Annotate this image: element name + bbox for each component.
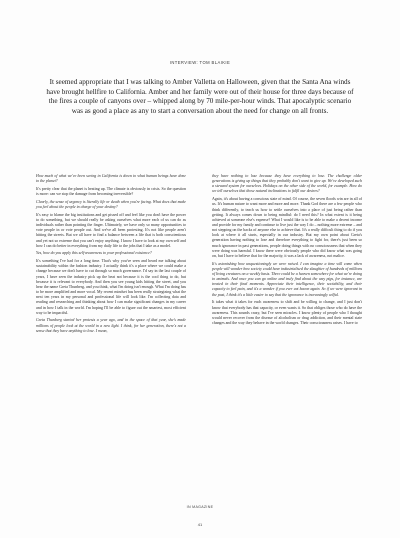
- answer-paragraph: It takes what it takes for each awareness to shift and be willing to change, and I just don't know that everybody has that capacity, or even wants it. So that obliges those who do have the awareness. This sounds crazy, but I've seen miracles. I know plenty of people who I thought would never recover from the disease of alcoholism or drug addiction, and their mental state changes and the way they behave in the world changes. Their consciousness raises. I have to: [212, 299, 362, 325]
- answer-paragraph: It's easy to blame the big institutions and get pissed off and feel like you don't have the power to do something, but we should really be asking ourselves what more each of us can do as individuals rather than pointing the finger. Ultimately, we have only so many opportunities to vote people in or vote people out. And we've all been protesting. It's not like people aren't hitting the streets. But we all have to find a balance between a life that is both conscientious and yet not so extreme that you can't enjoy anything. I know I have to look at my own self and how I can do better in everything from my daily life to the jobs that I take as a model.: [36, 211, 186, 248]
- interview-kicker: INTERVIEW: TOM BLAIKIE: [169, 60, 231, 65]
- answer-paragraph: It's pretty clear that the planet is heating up. The climate is obviously in crisis. So the question is more: can we stop the damage from becoming irreversible?: [36, 185, 186, 197]
- question-paragraph: It's astonishing how unquestioningly we were raised. I can imagine a time will come when people will wonder how society could have industrialised the slaughter of hundreds of millions of living creatures on a weekly basis. There could be a heaven somewhere for what we're doing to animals. And once you can go online and truly find about the way pigs, for instance, are treated in their final moments. Appreciate their intelligence, their sociability, and their capacity to feel pain, and it's a wonder if you ever eat bacon again. So if we were ignorant in the past, I think it's a little easier to say that the ignorance is increasingly wilful.: [212, 260, 362, 297]
- question-paragraph: Greta Thunberg started her protests a year ago, and in the space of that year, she's made millions of people look at the world in a new light. I think, for her generation, there's not a sense that they have anything to lose. I mean,: [36, 317, 186, 333]
- answer-paragraph: It's something I've had for a long time. That's why you've seen and heard me talking about sustainability within the fashion industry. I actually think it's a place where we could make a change because we don't have to cut through so much governance. I'd say in the last couple of years, I have seen the industry pick up the beat not because it is the cool thing to do, but because it is relevant to everybody. And then you see young kids hitting the street, and you hear the name Greta Thunberg, and you think, what I'm doing isn't enough. What I'm doing has to be more amplified and more vocal. My recent mindset has been really strategizing what the next ten years in my personal and professional life will look like. I'm collecting data and reading and researching and thinking about how I can make significant changes in my career and in how I talk in the world. I'm hoping I'll be able to figure out the smartest, most efficient way to be impactful.: [36, 258, 186, 315]
- footer-label: IN MAGAZINE: [186, 505, 214, 509]
- question-paragraph: Clearly, the sense of urgency is literally life or death when you're facing. What does that make you feel about the people in charge of your destiny?: [36, 198, 186, 209]
- page-number: 41: [197, 522, 203, 527]
- right-column: [212, 173, 362, 328]
- question-paragraph: they have nothing to lose because they have everything to lose. The challenge older generations is giving up things that they probably don't want to give up. We've developed such a steward system for ourselves. Holidays on the other side of the world, for example. How do we tell ourselves that those natural inclinations to fulfil our desires?: [212, 173, 362, 194]
- question-paragraph: Yes, how do you apply this self-awareness to your professional existence?: [36, 250, 152, 256]
- intro-paragraph: It seemed appropriate that I was talking to Amber Valletta on Halloween, given that the Santa Ana winds have brought hellfire to California. Amber and her family were out of their house for three days because of the fires a couple of canyons over – whipped along by 70 mile-per-hour winds. That apocalyptic scenario was as good a place as any to start a conversation about the need for change on all fronts.: [46, 78, 354, 115]
- question-paragraph: How much of what we've been seeing in California is down to what human beings have done to the planet?: [36, 173, 186, 184]
- left-column: [36, 173, 186, 336]
- answer-paragraph: Again, it's about having a conscious state of mind. Of course, the seven floods win are in all of us. It's human nature to want more and more and more. Thank God there are a few people who think differently, to teach us how to settle ourselves into a place of just being rather than getting. It always comes down to being mindful: do I need this? In what extent is it being achieved at someone else's expense? What I would like is to be able to make a decent income and provide for my family and continue to live just the way I do – nothing more extreme – and not stepping on the backs of anyone else to achieve that. It's a really difficult thing to do if you look at where it all starts, especially in our industry. But my own point about Greta's generation having nothing to lose and therefore everything to fight for, there's just been so much ignorance in past generations, people doing things with no consciousness that when they were doing was harmful. I know there were obviously people who did know what was going on, but I have to believe that for the majority, it was a lack of awareness, not malice.: [212, 196, 362, 258]
